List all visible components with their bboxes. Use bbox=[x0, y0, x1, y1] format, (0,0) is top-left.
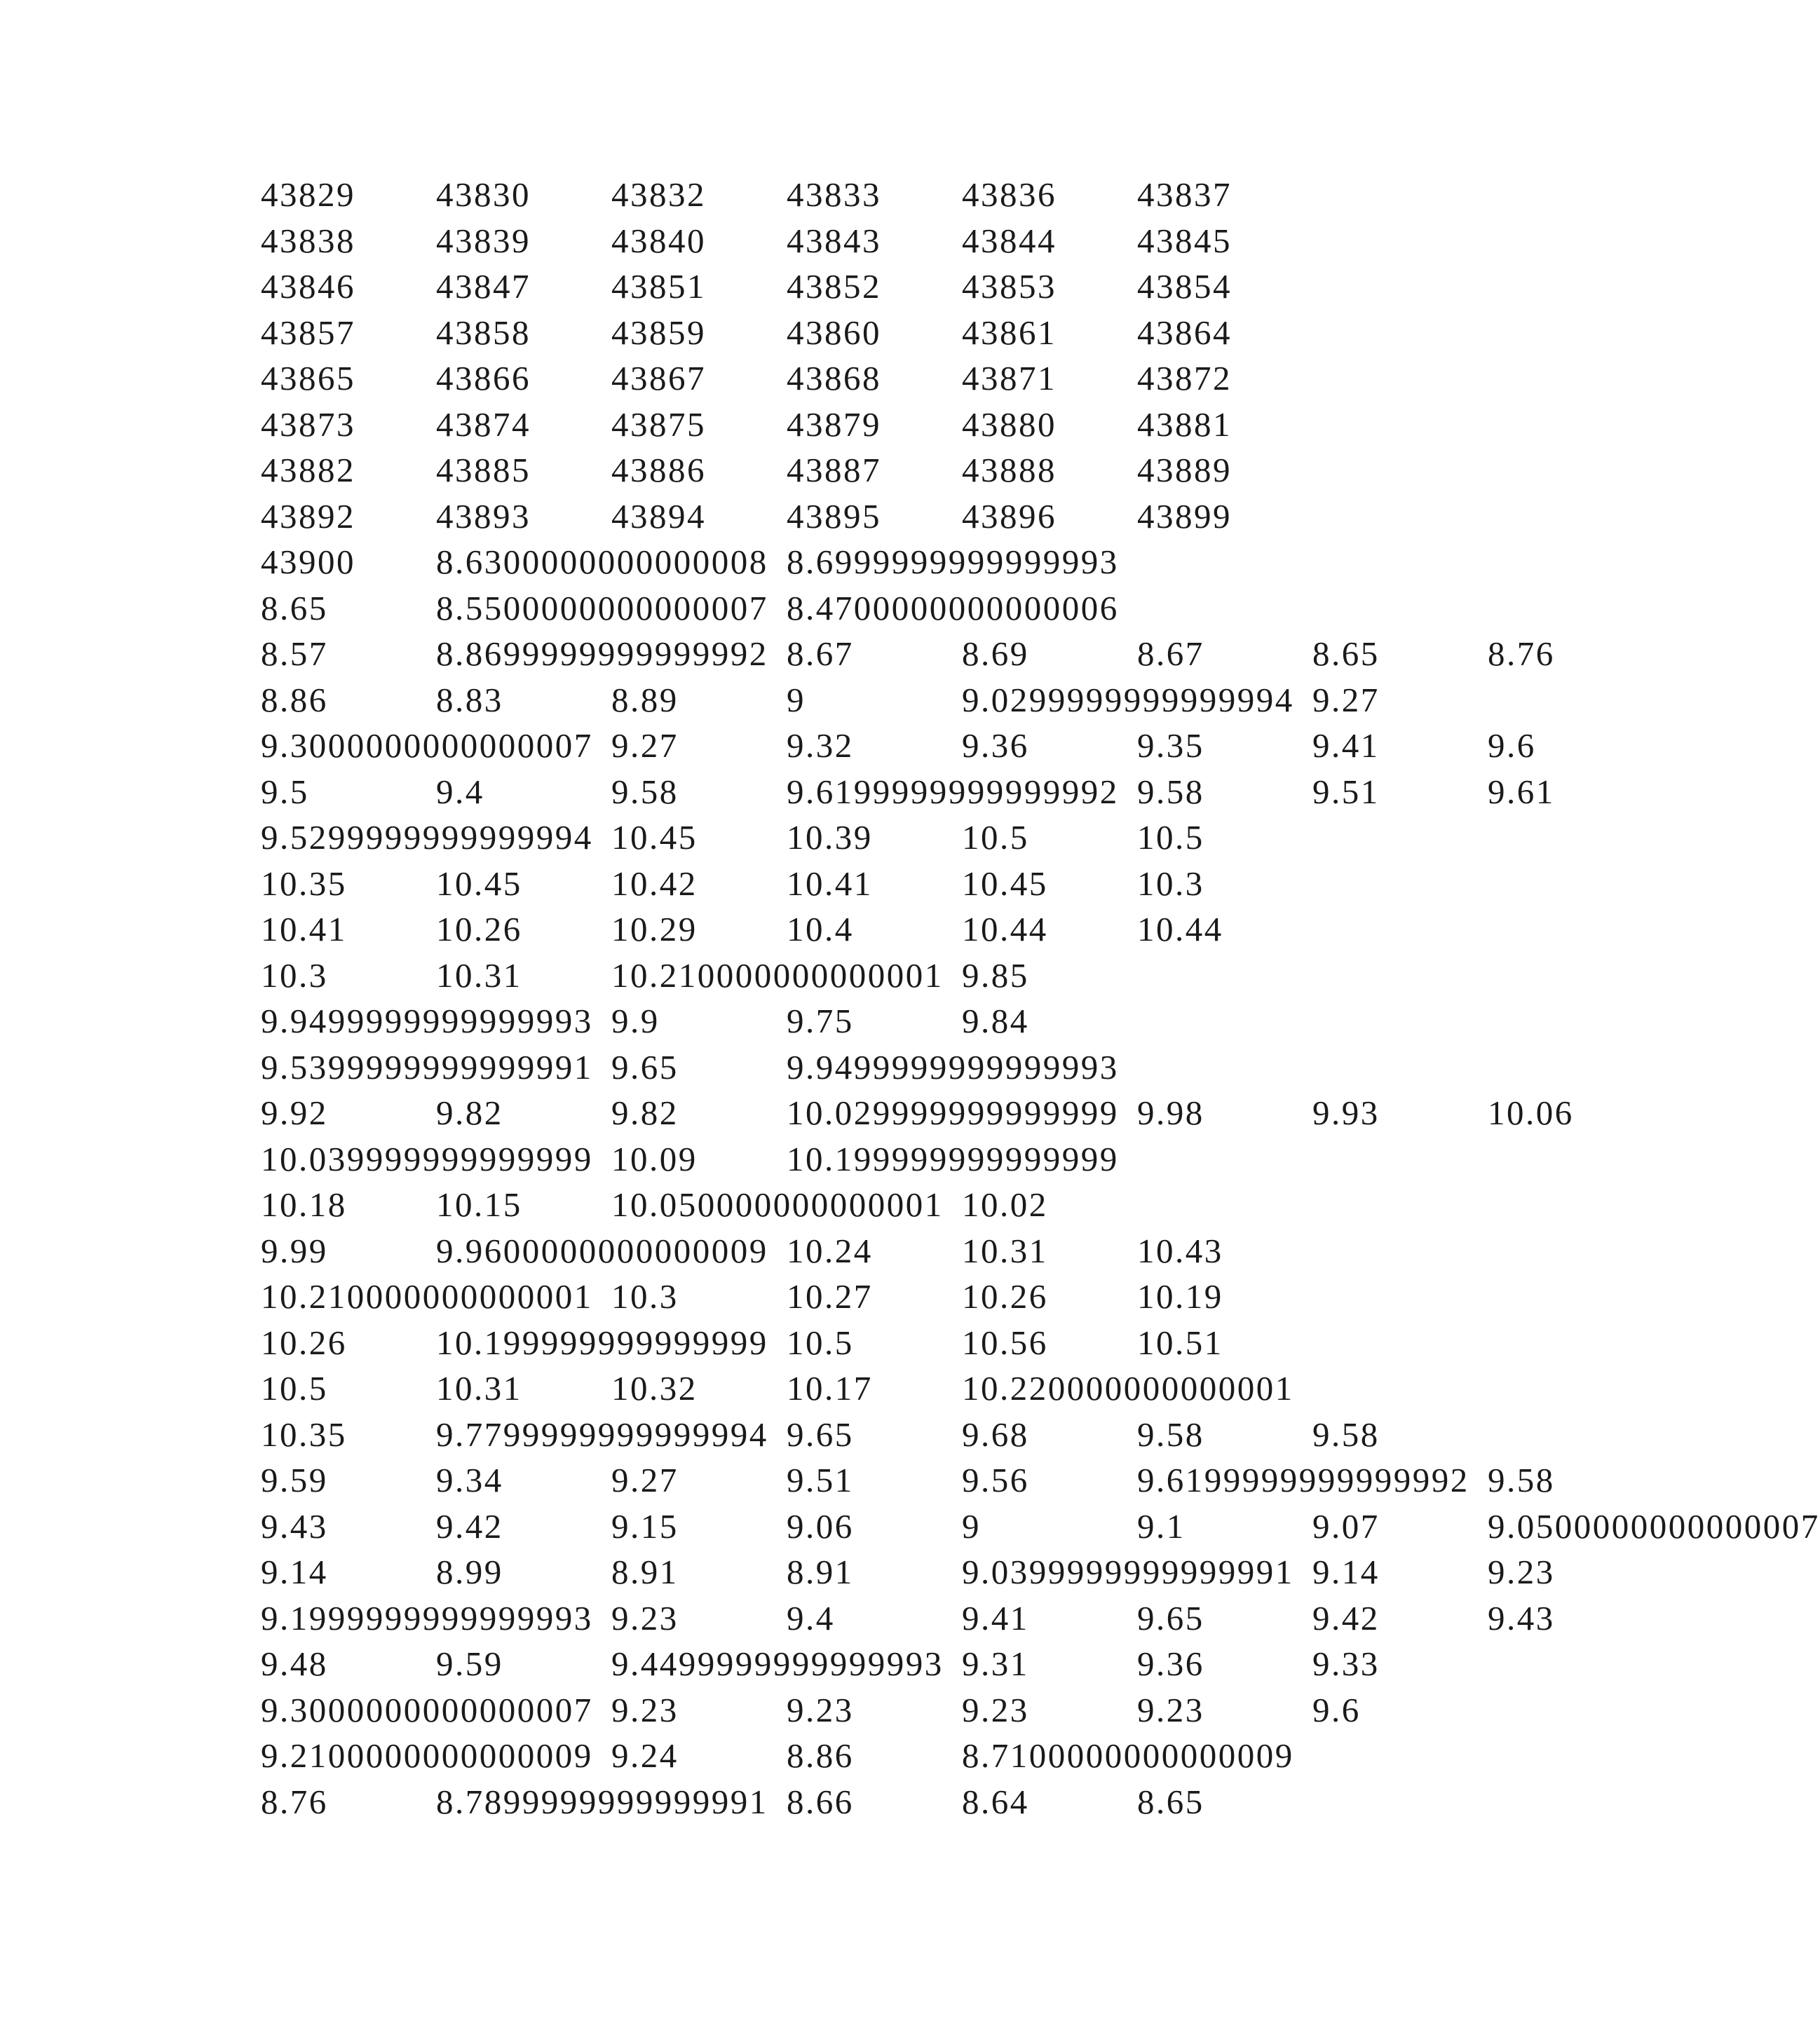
text-line bbox=[261, 264, 1242, 310]
number-token: 10.210000000000001 bbox=[261, 1277, 593, 1316]
number-token: 9.06 bbox=[787, 1506, 854, 1546]
number-token: 10.27 bbox=[787, 1277, 873, 1316]
text-line bbox=[261, 447, 1242, 493]
number-token: 9.3000000000000007 bbox=[261, 726, 593, 765]
number-token: 9.9600000000000009 bbox=[436, 1231, 768, 1270]
number-token: 10.44 bbox=[1137, 910, 1223, 948]
number-token: 9.68 bbox=[962, 1415, 1029, 1454]
text-line bbox=[261, 861, 1242, 907]
text-line bbox=[261, 1549, 1555, 1595]
number-token: 9.4 bbox=[787, 1598, 835, 1637]
number-token: 43894 bbox=[611, 496, 706, 536]
number-token: 43836 bbox=[962, 175, 1057, 214]
number-token: 43854 bbox=[1137, 267, 1232, 306]
number-token: 43861 bbox=[962, 313, 1057, 352]
number-token: 9.51 bbox=[1312, 772, 1380, 811]
text-line bbox=[261, 723, 1536, 769]
number-token: 10.5 bbox=[787, 1323, 854, 1362]
number-token: 9.23 bbox=[611, 1598, 679, 1637]
number-token: 43845 bbox=[1137, 221, 1232, 260]
number-token: 9.48 bbox=[261, 1644, 328, 1683]
number-token: 9.58 bbox=[1488, 1461, 1555, 1499]
number-token: 43843 bbox=[787, 221, 881, 260]
number-token: 43893 bbox=[436, 496, 531, 536]
text-line bbox=[261, 677, 1380, 723]
number-text-block bbox=[261, 172, 1820, 1825]
number-token: 9.42 bbox=[436, 1506, 503, 1546]
number-token: 43858 bbox=[436, 313, 531, 352]
number-token: 9.24 bbox=[611, 1736, 679, 1775]
text-line bbox=[261, 1182, 1242, 1228]
text-line bbox=[261, 1504, 1820, 1550]
number-token: 10.45 bbox=[611, 818, 698, 857]
number-token: 9.61 bbox=[1488, 772, 1555, 811]
number-token: 8.99 bbox=[436, 1553, 503, 1591]
number-token: 8.86 bbox=[787, 1736, 854, 1775]
number-token: 43840 bbox=[611, 221, 706, 260]
text-line bbox=[261, 310, 1242, 356]
number-token: 9.58 bbox=[1137, 772, 1204, 811]
number-token: 9.84 bbox=[962, 1002, 1029, 1040]
number-token: 9.15 bbox=[611, 1506, 679, 1546]
number-token: 43859 bbox=[611, 313, 706, 352]
number-token: 9.0299999999999994 bbox=[962, 680, 1294, 719]
number-token: 9.9499999999999993 bbox=[261, 1002, 593, 1040]
number-token: 9.6199999999999992 bbox=[787, 772, 1119, 811]
number-token: 10.29 bbox=[611, 910, 698, 948]
number-token: 9.14 bbox=[1312, 1553, 1380, 1591]
number-token: 8.66 bbox=[787, 1782, 854, 1821]
number-token: 9.4499999999999993 bbox=[611, 1644, 944, 1683]
number-token: 10.26 bbox=[436, 910, 522, 948]
number-token: 9.0500000000000007 bbox=[1488, 1506, 1820, 1546]
number-token: 43851 bbox=[611, 267, 706, 306]
text-line bbox=[261, 769, 1555, 815]
text-line bbox=[261, 998, 1242, 1044]
number-token: 8.89 bbox=[611, 680, 679, 719]
number-token: 10.5 bbox=[1137, 818, 1204, 857]
number-token: 43864 bbox=[1137, 313, 1232, 352]
number-token: 8.6300000000000008 bbox=[436, 543, 768, 581]
number-token: 9.9 bbox=[611, 1002, 660, 1040]
number-token: 43860 bbox=[787, 313, 881, 352]
number-token: 9.58 bbox=[1137, 1415, 1204, 1454]
number-token: 10.199999999999999 bbox=[787, 1139, 1119, 1178]
number-token: 9.5299999999999994 bbox=[261, 818, 593, 857]
text-line bbox=[261, 1365, 1294, 1412]
number-token: 9.23 bbox=[787, 1690, 854, 1729]
number-token: 9.43 bbox=[1488, 1598, 1555, 1637]
text-line bbox=[261, 1412, 1380, 1458]
number-token: 10.39 bbox=[787, 818, 873, 857]
number-token: 43899 bbox=[1137, 496, 1232, 536]
number-token: 8.6999999999999993 bbox=[787, 543, 1119, 581]
number-token: 43844 bbox=[962, 221, 1057, 260]
number-token: 43896 bbox=[962, 496, 1057, 536]
number-token: 9.43 bbox=[261, 1506, 328, 1546]
number-token: 8.69 bbox=[962, 634, 1029, 673]
number-token: 43866 bbox=[436, 359, 531, 397]
number-token: 9.65 bbox=[1137, 1598, 1204, 1637]
number-token: 10.5 bbox=[962, 818, 1029, 857]
number-token: 10.56 bbox=[962, 1323, 1048, 1362]
number-token: 9.56 bbox=[962, 1461, 1029, 1499]
number-token: 9.36 bbox=[1137, 1644, 1204, 1683]
number-token: 10.06 bbox=[1488, 1094, 1574, 1132]
number-token: 10.09 bbox=[611, 1139, 698, 1178]
number-token: 8.7100000000000009 bbox=[962, 1736, 1294, 1775]
number-token: 10.199999999999999 bbox=[436, 1323, 768, 1362]
number-token: 10.31 bbox=[962, 1231, 1048, 1270]
number-token: 10.31 bbox=[436, 955, 522, 995]
number-token: 9.27 bbox=[1312, 680, 1380, 719]
number-token: 43837 bbox=[1137, 175, 1232, 214]
number-token: 10.050000000000001 bbox=[611, 1185, 944, 1224]
number-token: 43895 bbox=[787, 496, 881, 536]
number-token: 10.44 bbox=[962, 910, 1048, 948]
number-token: 9.1 bbox=[1137, 1506, 1186, 1546]
number-token: 43900 bbox=[261, 543, 355, 581]
number-token: 10.3 bbox=[611, 1277, 679, 1316]
number-token: 43879 bbox=[787, 404, 881, 444]
number-token: 43888 bbox=[962, 451, 1057, 489]
number-token: 8.83 bbox=[436, 680, 503, 719]
number-token: 9.82 bbox=[611, 1094, 679, 1132]
number-token: 43847 bbox=[436, 267, 531, 306]
number-token: 10.31 bbox=[436, 1369, 522, 1408]
text-line bbox=[261, 1274, 1242, 1320]
text-line bbox=[261, 1733, 1294, 1779]
number-token: 43880 bbox=[962, 404, 1057, 444]
number-token: 43892 bbox=[261, 496, 355, 536]
number-token: 9.59 bbox=[436, 1644, 503, 1683]
number-token: 8.7899999999999991 bbox=[436, 1782, 768, 1821]
number-token: 10.220000000000001 bbox=[962, 1369, 1294, 1408]
number-token: 10.029999999999999 bbox=[787, 1094, 1119, 1132]
number-token: 43853 bbox=[962, 267, 1057, 306]
number-token: 8.91 bbox=[611, 1553, 679, 1591]
number-token: 43872 bbox=[1137, 359, 1232, 397]
number-token: 9.6 bbox=[1312, 1690, 1361, 1729]
text-line bbox=[261, 1641, 1380, 1687]
number-token: 43832 bbox=[611, 175, 706, 214]
number-token: 10.210000000000001 bbox=[611, 955, 944, 995]
number-token: 9.41 bbox=[962, 1598, 1029, 1637]
number-token: 10.4 bbox=[787, 910, 854, 948]
number-token: 43881 bbox=[1137, 404, 1232, 444]
number-token: 9 bbox=[962, 1506, 981, 1546]
number-token: 9.0399999999999991 bbox=[962, 1553, 1294, 1591]
text-line bbox=[261, 1779, 1242, 1825]
number-token: 43868 bbox=[787, 359, 881, 397]
text-line bbox=[261, 218, 1242, 264]
number-token: 8.64 bbox=[962, 1782, 1029, 1821]
number-token: 8.67 bbox=[787, 634, 854, 673]
number-token: 43875 bbox=[611, 404, 706, 444]
number-token: 43833 bbox=[787, 175, 881, 214]
number-token: 9.27 bbox=[611, 726, 679, 765]
number-token: 43885 bbox=[436, 451, 531, 489]
number-token: 10.3 bbox=[261, 955, 328, 995]
number-token: 9 bbox=[787, 680, 806, 719]
number-token: 43830 bbox=[436, 175, 531, 214]
number-token: 9.14 bbox=[261, 1553, 328, 1591]
number-token: 10.35 bbox=[261, 1415, 347, 1454]
number-token: 10.41 bbox=[787, 864, 873, 903]
number-token: 8.86 bbox=[261, 680, 328, 719]
number-token: 43857 bbox=[261, 313, 355, 352]
number-token: 9.93 bbox=[1312, 1094, 1380, 1132]
number-token: 43846 bbox=[261, 267, 355, 306]
number-token: 9.23 bbox=[1488, 1553, 1555, 1591]
number-token: 9.5 bbox=[261, 772, 309, 811]
number-token: 10.3 bbox=[1137, 864, 1204, 903]
text-line bbox=[261, 355, 1242, 402]
number-token: 9.23 bbox=[962, 1690, 1029, 1729]
number-token: 8.76 bbox=[1488, 634, 1555, 673]
number-token: 43852 bbox=[787, 267, 881, 306]
number-token: 8.8699999999999992 bbox=[436, 634, 768, 673]
number-token: 9.36 bbox=[962, 726, 1029, 765]
number-token: 9.23 bbox=[611, 1690, 679, 1729]
text-line bbox=[261, 631, 1555, 677]
text-line bbox=[261, 953, 1242, 999]
number-token: 9.4 bbox=[436, 772, 484, 811]
number-token: 9.51 bbox=[787, 1461, 854, 1499]
number-token: 10.15 bbox=[436, 1185, 522, 1224]
number-token: 10.19 bbox=[1137, 1277, 1223, 1316]
number-token: 9.98 bbox=[1137, 1094, 1204, 1132]
number-token: 8.65 bbox=[261, 588, 328, 627]
text-line bbox=[261, 1228, 1242, 1274]
number-token: 8.4700000000000006 bbox=[787, 588, 1119, 627]
text-line bbox=[261, 493, 1242, 540]
number-token: 9.92 bbox=[261, 1094, 328, 1132]
number-token: 9.6199999999999992 bbox=[1137, 1461, 1469, 1499]
text-line bbox=[261, 585, 1242, 632]
number-token: 9.34 bbox=[436, 1461, 503, 1499]
number-token: 9.5399999999999991 bbox=[261, 1047, 593, 1086]
number-token: 9.7799999999999994 bbox=[436, 1415, 768, 1454]
number-token: 43839 bbox=[436, 221, 531, 260]
number-token: 10.45 bbox=[436, 864, 522, 903]
number-token: 8.76 bbox=[261, 1782, 328, 1821]
number-token: 10.45 bbox=[962, 864, 1048, 903]
number-token: 43865 bbox=[261, 359, 355, 397]
number-token: 9.65 bbox=[787, 1415, 854, 1454]
number-token: 43887 bbox=[787, 451, 881, 489]
number-token: 9.31 bbox=[962, 1644, 1029, 1683]
number-token: 9.59 bbox=[261, 1461, 328, 1499]
text-line bbox=[261, 1136, 1242, 1183]
number-token: 10.32 bbox=[611, 1369, 698, 1408]
number-token: 10.039999999999999 bbox=[261, 1139, 593, 1178]
number-token: 9.65 bbox=[611, 1047, 679, 1086]
number-token: 43867 bbox=[611, 359, 706, 397]
number-token: 9.41 bbox=[1312, 726, 1380, 765]
text-line bbox=[261, 1687, 1361, 1733]
number-token: 10.5 bbox=[261, 1369, 328, 1408]
number-token: 43873 bbox=[261, 404, 355, 444]
number-token: 9.42 bbox=[1312, 1598, 1380, 1637]
text-line bbox=[261, 1044, 1242, 1091]
number-token: 9.23 bbox=[1137, 1690, 1204, 1729]
number-token: 43886 bbox=[611, 451, 706, 489]
number-token: 9.35 bbox=[1137, 726, 1204, 765]
number-token: 9.33 bbox=[1312, 1644, 1380, 1683]
number-token: 10.24 bbox=[787, 1231, 873, 1270]
number-token: 43882 bbox=[261, 451, 355, 489]
text-line bbox=[261, 172, 1242, 218]
number-token: 9.3000000000000007 bbox=[261, 1690, 593, 1729]
number-token: 8.91 bbox=[787, 1553, 854, 1591]
number-token: 43838 bbox=[261, 221, 355, 260]
text-line bbox=[261, 1320, 1242, 1366]
text-line bbox=[261, 539, 1242, 585]
number-token: 10.02 bbox=[962, 1185, 1048, 1224]
text-line bbox=[261, 906, 1242, 953]
number-token: 9.9499999999999993 bbox=[787, 1047, 1119, 1086]
number-token: 9.1999999999999993 bbox=[261, 1598, 593, 1637]
number-token: 43874 bbox=[436, 404, 531, 444]
number-token: 9.07 bbox=[1312, 1506, 1380, 1546]
number-token: 43871 bbox=[962, 359, 1057, 397]
number-token: 9.99 bbox=[261, 1231, 328, 1270]
number-token: 10.41 bbox=[261, 910, 347, 948]
number-token: 8.65 bbox=[1312, 634, 1380, 673]
number-token: 9.32 bbox=[787, 726, 854, 765]
number-token: 10.26 bbox=[261, 1323, 347, 1362]
number-token: 9.58 bbox=[611, 772, 679, 811]
number-token: 8.65 bbox=[1137, 1782, 1204, 1821]
number-token: 10.43 bbox=[1137, 1231, 1223, 1270]
number-token: 10.42 bbox=[611, 864, 698, 903]
number-token: 10.51 bbox=[1137, 1323, 1223, 1362]
text-line bbox=[261, 1090, 1574, 1136]
number-token: 8.57 bbox=[261, 634, 328, 673]
number-token: 8.5500000000000007 bbox=[436, 588, 768, 627]
text-line bbox=[261, 402, 1242, 448]
number-token: 9.85 bbox=[962, 955, 1029, 995]
number-token: 9.27 bbox=[611, 1461, 679, 1499]
number-token: 10.35 bbox=[261, 864, 347, 903]
number-token: 10.26 bbox=[962, 1277, 1048, 1316]
number-token: 8.67 bbox=[1137, 634, 1204, 673]
text-line bbox=[261, 1595, 1555, 1642]
number-token: 9.2100000000000009 bbox=[261, 1736, 593, 1775]
number-token: 43889 bbox=[1137, 451, 1232, 489]
number-token: 9.75 bbox=[787, 1002, 854, 1040]
number-token: 43829 bbox=[261, 175, 355, 214]
number-token: 9.82 bbox=[436, 1094, 503, 1132]
number-token: 9.6 bbox=[1488, 726, 1536, 765]
text-line bbox=[261, 815, 1242, 861]
text-line bbox=[261, 1457, 1555, 1504]
number-token: 9.58 bbox=[1312, 1415, 1380, 1454]
number-token: 10.17 bbox=[787, 1369, 873, 1408]
number-token: 10.18 bbox=[261, 1185, 347, 1224]
